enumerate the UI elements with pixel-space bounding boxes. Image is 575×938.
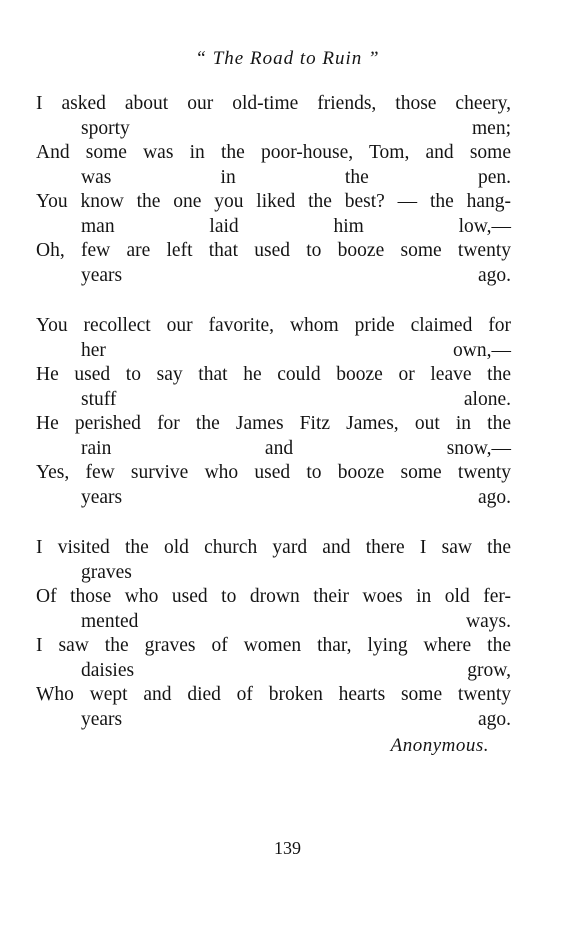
verse-line [36,92,511,141]
verse-line-continuation: rain and snow,— [81,437,511,459]
verse-line-first: I saw the graves of women thar, lying where the [36,635,511,656]
verse-line [36,461,511,510]
page-number: 139 [274,838,301,858]
verse-line-first: Of those who used to drown their woes in old fer- [36,586,511,607]
verse-line-first: You recollect our favorite, whom pride claimed for [36,315,511,336]
verse-line-first: You know the one you liked the best? — the hang- [36,191,511,212]
verse-line-continuation: mented ways. [81,610,511,632]
verse-line [36,536,511,585]
verse-line [36,190,511,239]
verse-line-first: He perished for the James Fitz James, out in the [36,413,511,434]
stanza-2 [36,314,511,510]
verse-line [36,363,511,412]
verse-line [36,585,511,634]
poem-title: “ The Road to Ruin ” [195,48,380,69]
verse-line-first: And some was in the poor-house, Tom, and some [36,142,511,163]
verse-line-continuation: man laid him low,— [81,215,511,237]
verse-line-continuation: daisies grow, [81,659,511,681]
verse-line-first: I asked about our old-time friends, those cheery, [36,93,511,114]
verse-line [36,141,511,190]
verse-line-continuation: years ago. [81,486,511,508]
verse-line-first: I visited the old church yard and there I saw the [36,537,511,558]
verse-line-continuation: her own,— [81,339,511,361]
verse-line-first: Oh, few are left that used to booze some twenty [36,240,511,261]
verse-line-continuation: years ago. [81,708,511,730]
poem-body [36,92,511,758]
verse-line-continuation: stuff alone. [81,388,511,410]
verse-line-continuation: was in the pen. [81,166,511,188]
verse-line-continuation: years ago. [81,264,511,286]
stanza-1 [36,92,511,288]
verse-line-continuation: graves [81,561,132,583]
verse-line-first: Who wept and died of broken hearts some twenty [36,684,511,705]
verse-line [36,314,511,363]
verse-line [36,239,511,288]
verse-line [36,634,511,683]
verse-line-first: Yes, few survive who used to booze some twenty [36,462,511,483]
poem-attribution: Anonymous. [390,735,489,756]
verse-line-continuation: sporty men; [81,117,511,139]
verse-line [36,412,511,461]
stanza-3 [36,536,511,732]
verse-line-first: He used to say that he could booze or leave the [36,364,511,385]
verse-line [36,683,511,732]
